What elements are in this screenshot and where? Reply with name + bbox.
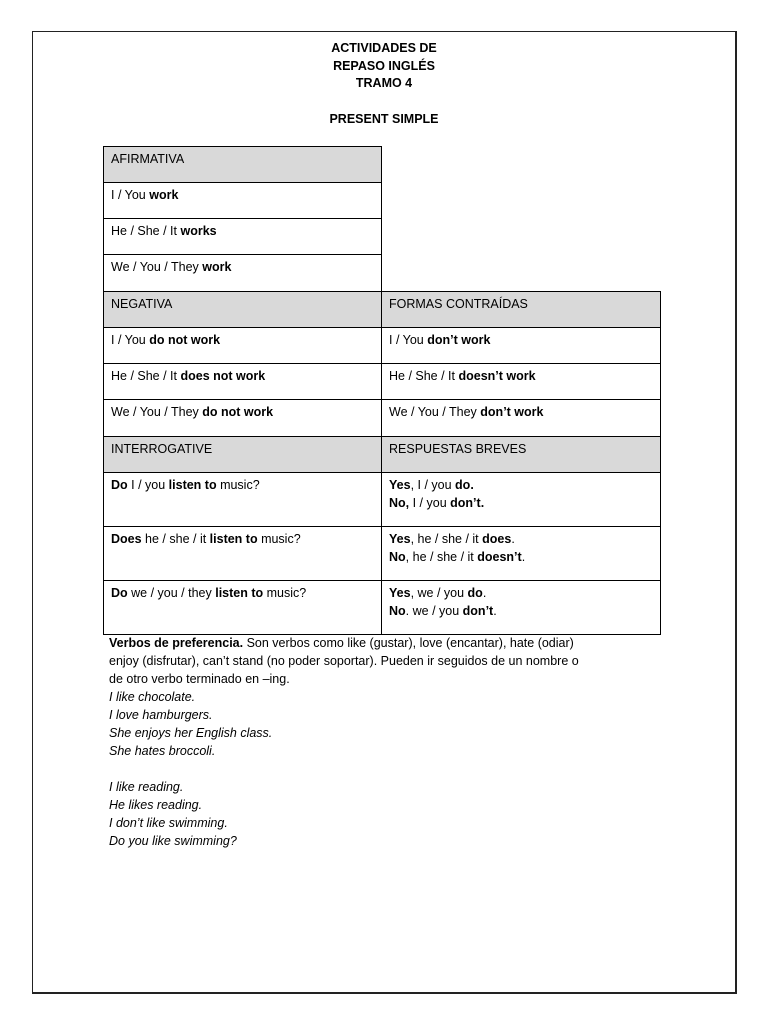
title-line-2: REPASO INGLÉS — [333, 59, 435, 73]
afirmativa-row: I / You work — [103, 182, 382, 219]
respuesta-row: Yes, he / she / it does. No, he / she / it doesn’t. — [381, 526, 661, 581]
afirmativa-row: He / She / It works — [103, 218, 382, 255]
notes-line: de otro verbo terminado en –ing. — [109, 672, 290, 686]
notes-line: Verbos de preferencia. Son verbos como like (gustar), love (encantar), hate (odiar) — [109, 636, 574, 650]
afirmativa-header — [103, 146, 382, 183]
contraidas-row: We / You / They don’t work — [381, 399, 661, 437]
respuesta-row: Yes, we / you do. No. we / you don’t. — [381, 580, 661, 635]
section-title: PRESENT SIMPLE — [329, 112, 439, 126]
example: I like chocolate. — [109, 690, 196, 704]
interrogative-row: Do I / you listen to music? — [103, 472, 382, 527]
example: I like reading. — [109, 780, 184, 794]
contraidas-row: I / You don’t work — [381, 327, 661, 364]
afirmativa-heading: AFIRMATIVA — [111, 152, 185, 166]
title-line-1: ACTIVIDADES DE — [331, 41, 437, 55]
contraidas-header: FORMAS CONTRAÍDAS — [381, 291, 661, 328]
example: I don’t like swimming. — [109, 816, 228, 830]
interrogative-row: Do we / you / they listen to music? — [103, 580, 382, 635]
preference-verbs-notes — [109, 634, 654, 850]
respuesta-row: Yes, I / you do. No, I / you don’t. — [381, 472, 661, 527]
negativa-row: I / You do not work — [103, 327, 382, 364]
negativa-row: He / She / It does not work — [103, 363, 382, 400]
example: He likes reading. — [109, 798, 203, 812]
example: She enjoys her English class. — [109, 726, 273, 740]
interrogative-header: INTERROGATIVE — [103, 436, 382, 473]
notes-line: enjoy (disfrutar), can’t stand (no poder soportar). Pueden ir seguidos de un nombre o — [109, 654, 579, 668]
negativa-header: NEGATIVA — [103, 291, 382, 328]
title-line-3: TRAMO 4 — [355, 76, 413, 90]
negativa-row: We / You / They do not work — [103, 399, 382, 437]
example: Do you like swimming? — [109, 834, 237, 848]
contraidas-row: He / She / It doesn’t work — [381, 363, 661, 400]
example: I love hamburgers. — [109, 708, 213, 722]
afirmativa-row: We / You / They work — [103, 254, 382, 292]
respuestas-header: RESPUESTAS BREVES — [381, 436, 661, 473]
example: She hates broccoli. — [109, 744, 216, 758]
interrogative-row: Does he / she / it listen to music? — [103, 526, 382, 581]
